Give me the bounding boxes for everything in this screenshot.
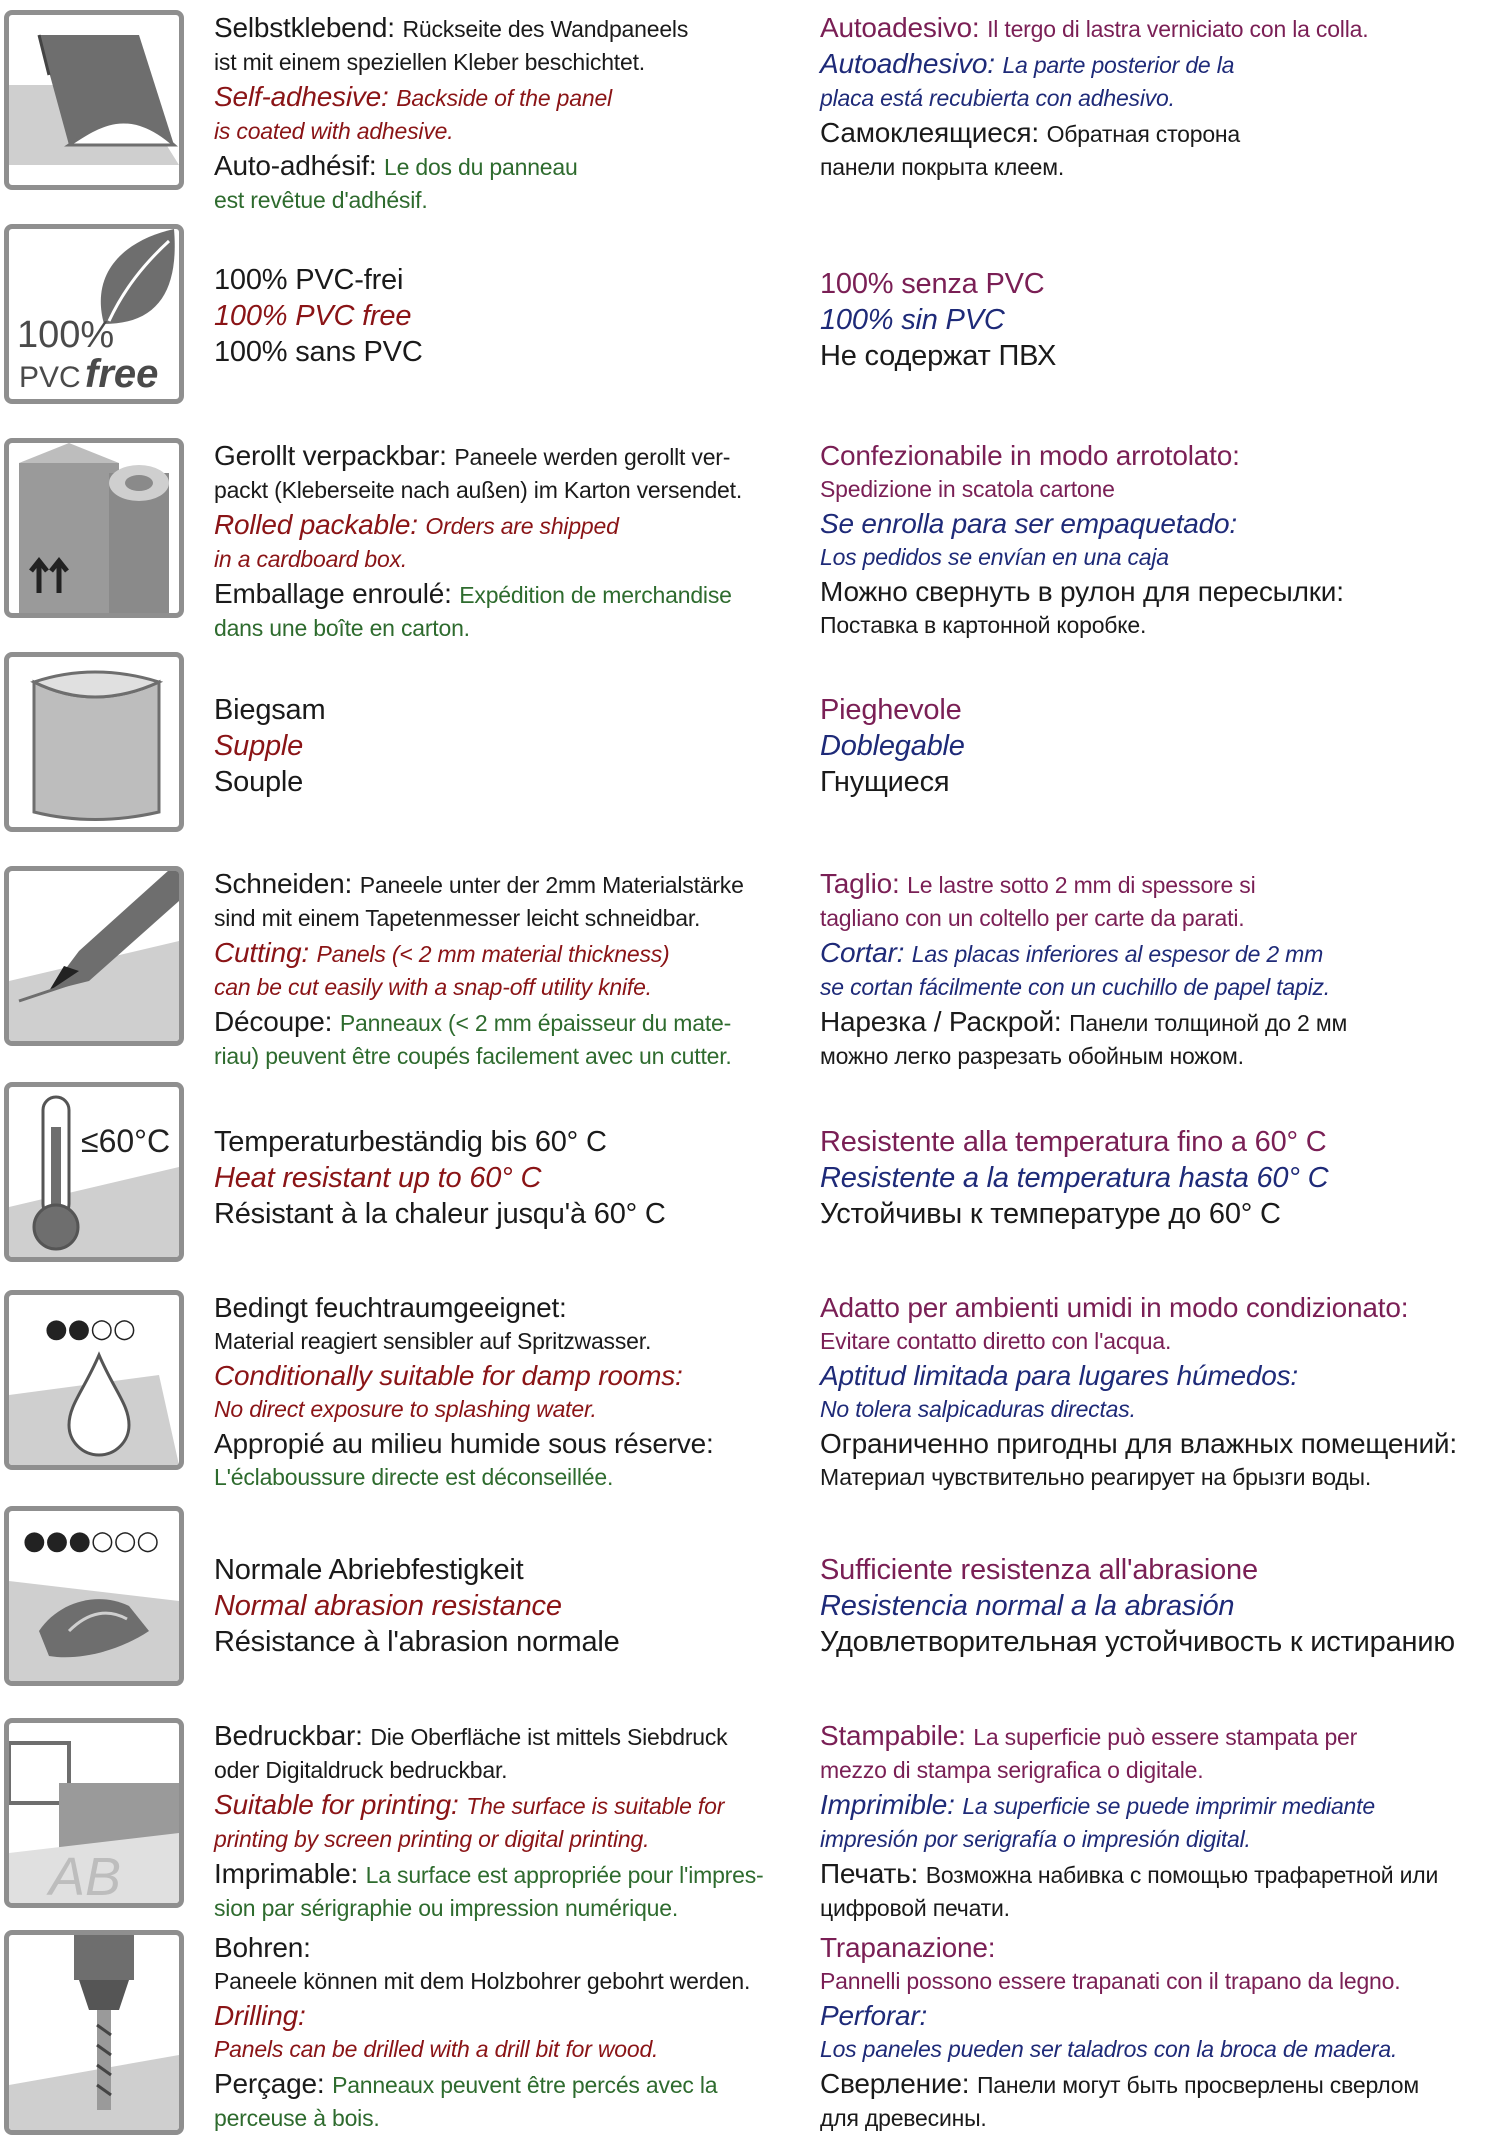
heat-en: Heat resistant up to 60° C	[214, 1162, 542, 1194]
adhesive-ru-title: Самоклеящиеся:	[820, 117, 1039, 148]
heat-es: Resistente a la temperatura hasta 60° C	[820, 1162, 1329, 1194]
drilling-ru-line1: Панели могут быть просверлены сверлом	[976, 2072, 1419, 2098]
cutting-es-line2: se cortan fácilmente con un cuchillo de papel tapiz.	[820, 974, 1330, 1000]
flexible-ru: Гнущиеся	[820, 766, 950, 798]
bent-panel-icon	[4, 652, 184, 832]
printing-ru-line1: Возможна набивка с помощью трафаретной или	[925, 1862, 1439, 1888]
abrasion-fr: Résistance à l'abrasion normale	[214, 1626, 620, 1658]
printing-ru-line2: цифровой печати.	[820, 1895, 1010, 1921]
printing-es-line1: La superficie se puede imprimir mediante	[962, 1793, 1375, 1819]
drilling-fr-line2: perceuse à bois.	[214, 2105, 380, 2131]
drilling-it-line2: Pannelli possono essere trapanati con il trapano da legno.	[820, 1968, 1401, 1994]
pvc-fr: 100% sans PVC	[214, 336, 423, 368]
damp-en-line2: No direct exposure to splashing water.	[214, 1396, 597, 1422]
abrasion-en: Normal abrasion resistance	[214, 1590, 562, 1622]
rolled-en-line1: Orders are shipped	[425, 513, 619, 539]
cutting-it-title: Taglio:	[820, 868, 900, 899]
adhesive-es-title: Autoadhesivo:	[820, 48, 995, 79]
damp-ru-line2: Материал чувствительно реагирует на брызги воды.	[820, 1464, 1372, 1490]
cutting-fr-line2: riau) peuvent être coupés facilement avec un cutter.	[214, 1043, 732, 1069]
adhesive-de-line2: ist mit einem speziellen Kleber beschichtet.	[214, 49, 645, 75]
adhesive-fr-line1: Le dos du panneau	[384, 154, 578, 180]
abrasion-it: Sufficiente resistenza all'abrasione	[820, 1554, 1258, 1586]
printing-fr-line2: sion par sérigraphie ou impression numérique.	[214, 1895, 679, 1921]
printing-fr-line1: La surface est appropriée pour l'impres-	[365, 1862, 764, 1888]
drilling-ru-line2: для древесины.	[820, 2105, 987, 2131]
printing-en-line1: The surface is suitable for	[466, 1793, 725, 1819]
pvc-de: 100% PVC-frei	[214, 264, 404, 296]
flexible-en: Supple	[214, 730, 304, 762]
drilling-fr-title: Perçage:	[214, 2068, 325, 2099]
cutting-de-line2: sind mit einem Tapetenmesser leicht schneidbar.	[214, 905, 701, 931]
heat-it: Resistente alla temperatura fino a 60° C	[820, 1126, 1327, 1158]
rolled-it-title: Confezionabile in modo arrotolato:	[820, 440, 1240, 471]
damp-es-line2: No tolera salpicaduras directas.	[820, 1396, 1136, 1422]
pvc-en: 100% PVC free	[214, 300, 412, 332]
rolled-fr-title: Emballage enroulé:	[214, 578, 452, 609]
rolled-es-line2: Los pedidos se envían en una caja	[820, 544, 1169, 570]
rolled-ru-line2: Поставка в картонной коробке.	[820, 612, 1147, 638]
drill-icon	[4, 1930, 184, 2135]
adhesive-it-line1: Il tergo di lastra verniciato con la colla.	[987, 16, 1369, 42]
pvc-it: 100% senza PVC	[820, 268, 1045, 300]
adhesive-en-title: Self-adhesive:	[214, 81, 389, 112]
peel-sheet-icon	[4, 10, 184, 190]
damp-rating-dots: ●●○○	[45, 1314, 136, 1344]
damp-es-title: Aptitud limitada para lugares húmedos:	[820, 1360, 1299, 1391]
thermometer-icon	[4, 1082, 184, 1262]
drilling-es-line2: Los paneles pueden ser taladros con la broca de madera.	[820, 2036, 1398, 2062]
flexible-es: Doblegable	[820, 730, 965, 762]
rolled-it-line2: Spedizione in scatola cartone	[820, 476, 1115, 502]
adhesive-ru-line2: панели покрыта клеем.	[820, 154, 1065, 180]
adhesive-fr-title: Auto-adhésif:	[214, 150, 377, 181]
abrasion-ru: Удовлетворительная устойчивость к истиранию	[820, 1626, 1455, 1658]
heat-fr: Résistant à la chaleur jusqu'à 60° C	[214, 1198, 666, 1230]
pvc-icon-free: free	[85, 352, 159, 396]
printing-fr-title: Imprimable:	[214, 1858, 359, 1889]
cutting-it-line1: Le lastre sotto 2 mm di spessore si	[907, 872, 1256, 898]
cutting-es-line1: Las placas inferiores al espesor de 2 mm	[911, 941, 1324, 967]
printing-it-line1: La superficie può essere stampata per	[973, 1724, 1358, 1750]
cutting-en-line2: can be cut easily with a snap-off utility knife.	[214, 974, 652, 1000]
cutting-en-line1: Panels (< 2 mm material thickness)	[316, 941, 670, 967]
printing-en-line2: printing by screen printing or digital printing.	[214, 1826, 650, 1852]
pvc-icon-percent: 100%	[17, 314, 115, 356]
adhesive-fr-line2: est revêtue d'adhésif.	[214, 187, 428, 213]
adhesive-it-title: Autoadesivo:	[820, 12, 980, 43]
damp-fr-title: Appropié au milieu humide sous réserve:	[214, 1428, 714, 1459]
drilling-es-title: Perforar:	[820, 2000, 928, 2031]
adhesive-en-line2: is coated with adhesive.	[214, 118, 454, 144]
drilling-fr-line1: Panneaux peuvent être percés avec la	[332, 2072, 718, 2098]
water-drop-icon	[4, 1290, 184, 1470]
printing-de-title: Bedruckbar:	[214, 1720, 363, 1751]
drilling-en-line2: Panels can be drilled with a drill bit for wood.	[214, 2036, 659, 2062]
cutting-de-title: Schneiden:	[214, 868, 353, 899]
flexible-it: Pieghevole	[820, 694, 962, 726]
rolled-en-title: Rolled packable:	[214, 509, 418, 540]
cutting-es-title: Cortar:	[820, 937, 905, 968]
abrasion-es: Resistencia normal a la abrasión	[820, 1590, 1235, 1622]
rolled-es-title: Se enrolla para ser empaquetado:	[820, 508, 1237, 539]
printing-de-line1: Die Oberfläche ist mittels Siebdruck	[370, 1724, 728, 1750]
cutting-de-line1: Paneele unter der 2mm Materialstärke	[359, 872, 744, 898]
cutting-ru-line1: Панели толщиной до 2 мм	[1069, 1010, 1348, 1036]
damp-en-title: Conditionally suitable for damp rooms:	[214, 1360, 683, 1391]
printing-en-title: Suitable for printing:	[214, 1789, 459, 1820]
adhesive-de-line1: Rückseite des Wandpaneels	[402, 16, 689, 42]
damp-de-title: Bedingt feuchtraumgeeignet:	[214, 1292, 567, 1323]
drilling-it-title: Trapanazione:	[820, 1932, 996, 1963]
printing-it-line2: mezzo di stampa serigrafica o digitale.	[820, 1757, 1204, 1783]
pvc-es: 100% sin PVC	[820, 304, 1005, 336]
printing-es-title: Imprimible:	[820, 1789, 955, 1820]
drilling-de-line2: Paneele können mit dem Holzbohrer gebohrt werden.	[214, 1968, 751, 1994]
rolled-de-title: Gerollt verpackbar:	[214, 440, 447, 471]
drilling-en-title: Drilling:	[214, 2000, 306, 2031]
heat-icon-label: ≤60°C	[81, 1123, 171, 1159]
damp-it-title: Adatto per ambienti umidi in modo condizionato:	[820, 1292, 1409, 1323]
wiping-cloth-icon	[4, 1506, 184, 1686]
drilling-de-title: Bohren:	[214, 1932, 311, 1963]
pvc-ru: Не содержат ПВХ	[820, 340, 1057, 372]
damp-de-line2: Material reagiert sensibler auf Spritzwasser.	[214, 1328, 652, 1354]
adhesive-en-line1: Backside of the panel	[396, 85, 612, 111]
printing-es-line2: impresión por serigrafía o impresión digital.	[820, 1826, 1251, 1852]
damp-fr-line2: L'éclaboussure directe est déconseillée.	[214, 1464, 614, 1490]
print-icon-letters: AB	[49, 1847, 122, 1903]
abrasion-rating-dots: ●●●○○○	[23, 1526, 160, 1556]
heat-ru: Устойчивы к температуре до 60° C	[820, 1198, 1281, 1230]
rolled-fr-line1: Expédition de merchandise	[459, 582, 732, 608]
drilling-ru-title: Сверление:	[820, 2068, 970, 2099]
print-roller-icon	[4, 1718, 184, 1908]
adhesive-de-title: Selbstklebend:	[214, 12, 395, 43]
printing-it-title: Stampabile:	[820, 1720, 966, 1751]
flexible-fr: Souple	[214, 766, 304, 798]
rolled-fr-line2: dans une boîte en carton.	[214, 615, 470, 641]
adhesive-ru-line1: Обратная сторона	[1046, 121, 1241, 147]
damp-it-line2: Evitare contatto diretto con l'acqua.	[820, 1328, 1172, 1354]
adhesive-es-line2: placa está recubierta con adhesivo.	[820, 85, 1175, 111]
heat-de: Temperaturbeständig bis 60° C	[214, 1126, 607, 1158]
pvc-icon-pvc: PVC	[19, 361, 81, 394]
leaf-pvc-free-icon	[4, 224, 184, 404]
cutting-fr-line1: Panneaux (< 2 mm épaisseur du mate-	[339, 1010, 732, 1036]
cutting-fr-title: Découpe:	[214, 1006, 333, 1037]
rolled-en-line2: in a cardboard box.	[214, 546, 408, 572]
rolled-ru-title: Можно свернуть в рулон для пересылки:	[820, 576, 1344, 607]
rolled-de-line1: Paneele werden gerollt ver-	[454, 444, 731, 470]
abrasion-de: Normale Abriebfestigkeit	[214, 1554, 524, 1586]
rolled-de-line2: packt (Kleberseite nach außen) im Karton versendet.	[214, 477, 743, 503]
utility-knife-icon	[4, 866, 184, 1046]
cutting-ru-title: Нарезка / Раскрой:	[820, 1006, 1062, 1037]
damp-ru-title: Ограниченно пригодны для влажных помещений:	[820, 1428, 1457, 1459]
printing-ru-title: Печать:	[820, 1858, 919, 1889]
cutting-en-title: Cutting:	[214, 937, 309, 968]
flexible-de: Biegsam	[214, 694, 326, 726]
adhesive-es-line1: La parte posterior de la	[1002, 52, 1235, 78]
printing-de-line2: oder Digitaldruck bedruckbar.	[214, 1757, 508, 1783]
rolled-box-icon	[4, 438, 184, 618]
cutting-it-line2: tagliano con un coltello per carte da parati.	[820, 905, 1245, 931]
cutting-ru-line2: можно легко разрезать обойным ножом.	[820, 1043, 1244, 1069]
